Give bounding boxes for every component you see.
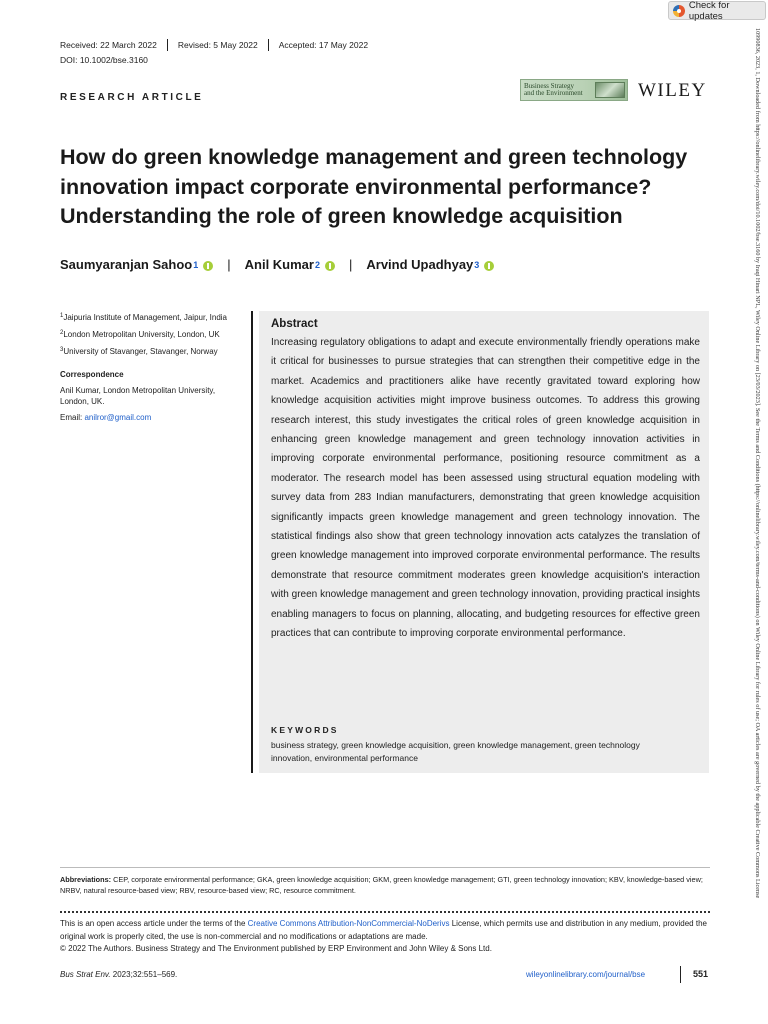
correspondence-body: Anil Kumar, London Metropolitan University, London, UK. — [60, 386, 216, 406]
author-affiliation-marker[interactable]: 1 — [193, 259, 199, 270]
affiliation-item: $^2$London Metropolitan University, London, UK — [60, 330, 220, 339]
journal-logo-text: Business Strategy and the Environment — [524, 81, 583, 97]
author-name[interactable]: Saumyaranjan Sahoo — [60, 257, 193, 272]
article-title: How do green knowledge management and green technology innovation impact corporate environmental performance? Understanding the role of green knowledge acquisition — [60, 145, 688, 228]
orcid-icon[interactable] — [484, 261, 494, 271]
license-text: This is an open access article under the terms of the Creative Commons Attribution-NonCommercial-NoDerivs License, which permits use and distribution in any medium, provided the original work is properly cited, the use is non-commercial and no modifications or adaptations are made. — [60, 919, 707, 941]
author-separator: | — [348, 257, 353, 272]
accepted-date: Accepted: 17 May 2022 — [268, 39, 378, 51]
author-separator: | — [227, 257, 231, 272]
license-divider — [60, 911, 710, 913]
author-name[interactable]: Arvind Upadhyay — [366, 257, 474, 272]
doi: DOI: 10.1002/bse.3160 — [60, 55, 148, 65]
page-number: 551 — [693, 969, 709, 979]
footer-separator — [680, 966, 681, 983]
crossmark-icon — [673, 5, 685, 17]
article-dates — [60, 39, 378, 51]
orcid-icon[interactable] — [325, 261, 335, 271]
publisher-logo: WILEY — [638, 80, 707, 101]
download-side-note: 10990836, 2023, 1, Downloaded from https://onlinelibrary.wiley.com/doi/10.1002/bse.3160 by Iraqi Hinari NPL, Wiley Online Library on [23/03/2023]. See the Terms and Conditions (https://onlinelibrary.wiley.com/terms-and-conditions) on Wiley Online Library for rules of use; OA articles are governed by the applicable Creative Commons License — [754, 28, 761, 899]
author-name[interactable]: Anil Kumar — [244, 257, 314, 272]
abstract-heading: Abstract — [271, 318, 318, 330]
author-affiliation-marker[interactable]: 3 — [474, 259, 480, 270]
footer-journal-link[interactable]: wileyonlinelibrary.com/journal/bse — [526, 970, 646, 979]
journal-logo-mark — [595, 82, 625, 98]
keywords-text: business strategy, green knowledge acquisition, green knowledge management, green technology innovation, environmental performance — [271, 740, 640, 763]
email-link[interactable]: anilror@gmail.com — [84, 413, 152, 422]
check-for-updates-button[interactable] — [668, 1, 766, 20]
check-for-updates-label: Check for updates — [688, 0, 730, 22]
revised-date: Revised: 5 May 2022 — [167, 39, 268, 51]
license-notice — [60, 918, 710, 956]
affiliations — [60, 311, 245, 428]
abbreviations-rule — [60, 867, 710, 868]
author-affiliation-marker[interactable]: 2 — [314, 259, 320, 270]
keywords-heading: KEYWORDS — [271, 725, 339, 735]
journal-logo — [520, 79, 628, 101]
correspondence-heading: Correspondence — [60, 370, 124, 379]
orcid-icon[interactable] — [203, 261, 213, 271]
author-list — [60, 257, 494, 272]
abstract-rule — [251, 311, 253, 773]
article-type: RESEARCH ARTICLE — [60, 92, 204, 103]
abbreviations: Abbreviations: CEP, corporate environmental performance; GKA, green knowledge acquisition; GKM, green knowledge management; GTI, green technology innovation; KBV, knowledge-based view; NRBV, natural resource-based view; RBV, resource-based view; RC, resource commitment. — [60, 875, 703, 895]
copyright-line: © 2022 The Authors. Business Strategy and The Environment published by ERP Environment and John Wiley & Sons Ltd. — [60, 944, 492, 953]
received-date: Received: 22 March 2022 — [60, 40, 157, 50]
affiliation-item: $^3$University of Stavanger, Stavanger, Norway — [60, 347, 218, 356]
affiliation-item: $^1$Jaipuria Institute of Management, Jaipur, India — [60, 313, 227, 322]
abstract-text: Increasing regulatory obligations to adapt and execute environmentally friendly operations make it critical for businesses to pursue strategies that can strengthen their competitive edge in the market. Academics and practitioners alike have recently gravitated toward exploring how knowledge acquisition activities might improve business outcomes. To address this growing research interest, this study investigates the critical roles of green knowledge acquisition in enhancing green knowledge management and green technology innovation activities in improving corporate environmental performance, positioning resource commitment as a moderator. The research model has been assessed using structural equation modeling with survey data from 283 Indian manufacturers, demonstrating that green knowledge acquisition significantly impacts green knowledge management and green technology innovation. The statistical findings also show that green technology innovation acts catalyzes the translation of green knowledge management into improved corporate environmental performance. The results demonstrate that resource commitment moderates green knowledge acquisition's interaction with green knowledge management and green technology innovation, providing practical insights enabling managers to focus on planning, allocating, and budgeting resources for effective green practices that can contribute to improving corporate environmental performance. — [271, 337, 700, 640]
correspondence-email: Email: anilror@gmail.com — [60, 413, 152, 422]
footer-citation: Bus Strat Env. 2023;32:551–569. — [60, 970, 178, 979]
creative-commons-link[interactable]: Creative Commons Attribution-NonCommercial-NoDerivs — [247, 919, 450, 928]
